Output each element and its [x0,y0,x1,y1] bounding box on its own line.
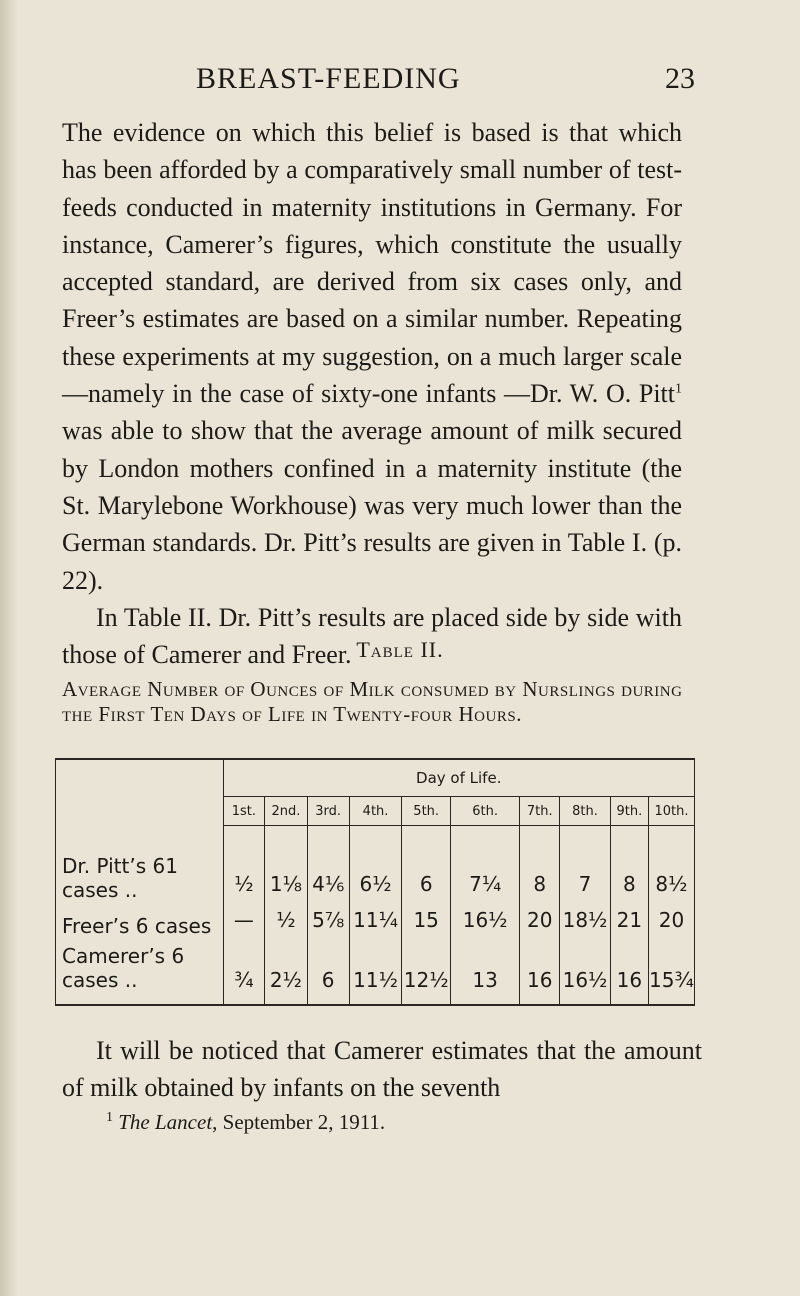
column-header: 9th. [610,797,648,826]
footnote-date: , September 2, 1911. [212,1110,386,1134]
column-header: 8th. [560,797,611,826]
column-header: 2nd. [265,797,307,826]
footnote-marker: 1 [106,1110,113,1125]
paragraph-2: In Table II. Dr. Pitt’s results are placed side by side with those of Camerer and Freer. [62,602,682,670]
table-corner-cell [56,759,224,797]
column-header: 5th. [402,797,451,826]
column-header: 7th. [520,797,560,826]
table-cell: ¾ [223,944,265,1005]
row-label: Freer’s 6 cases [56,908,224,944]
paragraph-3: It will be noticed that Camerer estimates that the amount of milk obtained by infants on the seventh [62,1036,702,1103]
table-cell: 11½ [349,944,401,1005]
table-cell: 6 [402,826,451,909]
column-header: 1st. [223,797,265,826]
table-cell: 15 [402,908,451,944]
table-cell: 6 [307,944,349,1005]
body-text [62,114,682,673]
table-row [56,944,695,1005]
page-number: 23 [665,62,695,95]
table-cell: 16 [610,944,648,1005]
column-header: 6th. [451,797,520,826]
paragraph-1-part-2: was able to show that the average amount of milk secured by London mothers confined in a maternity institute (the St. Marylebone Workhouse) was very much lower than the German standards. Dr. Pitt’s results are given in Table I. (p. 22). [62,416,682,595]
table-cell: 1⅛ [265,826,307,909]
footnote-source: The Lancet [118,1110,213,1134]
table-cell: 16 [520,944,560,1005]
table-cell: 8 [520,826,560,909]
table-label: Table II. [356,637,444,662]
table-cell: 6½ [349,826,401,909]
table-corner-cell-2 [56,797,224,826]
paragraph-1 [62,114,682,599]
table-cell: 16½ [560,944,611,1005]
column-header: 3rd. [307,797,349,826]
footnote-reference: 1 [675,381,682,397]
table-cell: 8½ [648,826,694,909]
table-group-header: Day of Life. [223,759,694,797]
table-cell: 2½ [265,944,307,1005]
table-cell: 12½ [402,944,451,1005]
table-cell: 11¼ [349,908,401,944]
column-header: 4th. [349,797,401,826]
running-head-title: BREAST-FEEDING [196,62,461,95]
table-cell: 7 [560,826,611,909]
footnote [106,1110,706,1135]
table-cell: 18½ [560,908,611,944]
table-cell: ½ [265,908,307,944]
row-label: Camerer’s 6 cases .. [56,944,224,1005]
table-cell: 20 [520,908,560,944]
table-row [56,908,695,944]
row-label: Dr. Pitt’s 61 cases .. [56,826,224,909]
table-cell: 15¾ [648,944,694,1005]
table-cell: ½ [223,826,265,909]
column-header: 10th. [648,797,694,826]
table-cell: 7¼ [451,826,520,909]
table-cell: — [223,908,265,944]
milk-table [55,758,695,1018]
table-cell: 20 [648,908,694,944]
table-cell: 13 [451,944,520,1005]
table-cell: 21 [610,908,648,944]
table-cell: 4⅙ [307,826,349,909]
running-head [0,62,800,102]
table-row [56,826,695,909]
table-cell: 16½ [451,908,520,944]
table-cell: 5⅞ [307,908,349,944]
table-cell: 8 [610,826,648,909]
table-caption: Average Number of Ounces of Milk consumed by Nurslings during the First Ten Days of Life in Twenty-four Hours. [62,677,683,726]
paragraph-1-part-1: The evidence on which this belief is based is that which has been afforded by a comparatively small number of test-feeds conducted in maternity institutions in Germany. For instance, Camerer’s figures, which constitute the usually accepted standard, are derived from six cases only, and Freer’s estimates are based on a similar number. Repeating these experiments at my suggestion, on a much larger scale—namely in the case of sixty-one infants —Dr. W. O. Pitt [62,118,682,409]
